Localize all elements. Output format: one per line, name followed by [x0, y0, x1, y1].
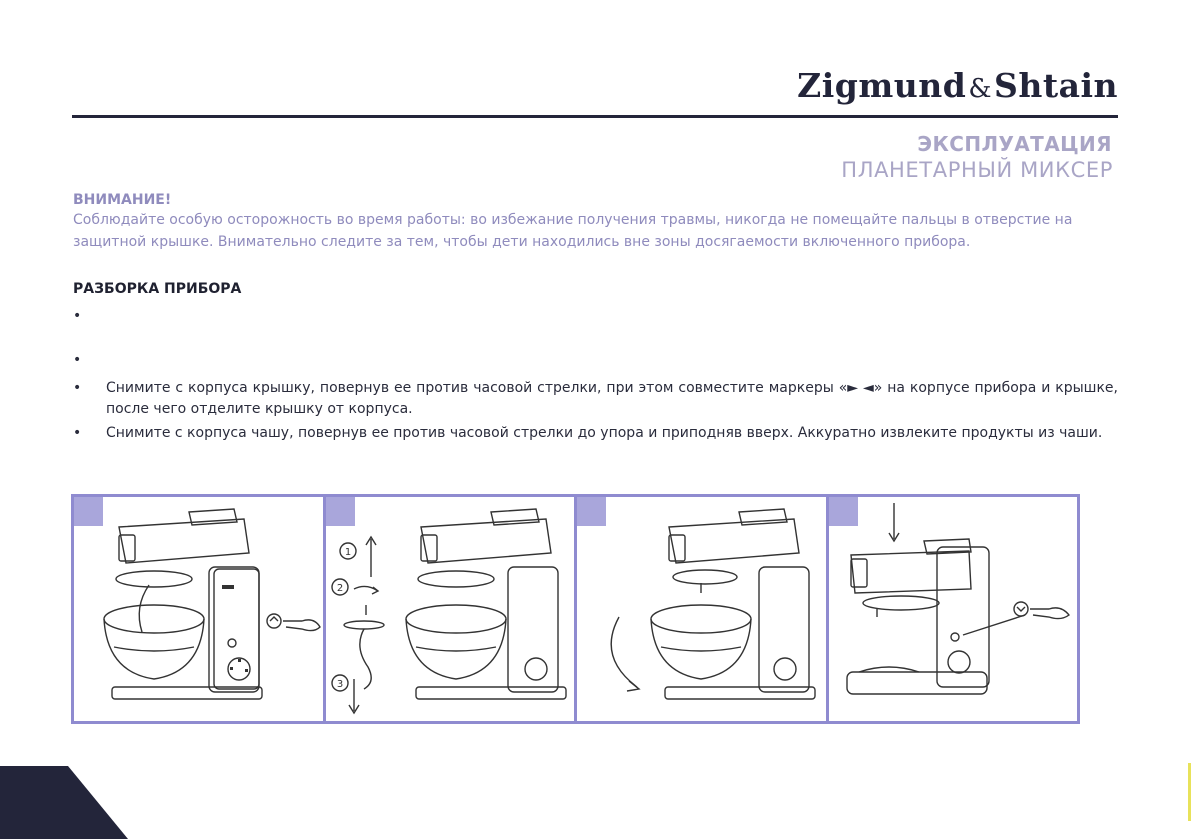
list-item-text: Снимите с корпуса чашу, повернув ее против часовой стрелки до упора и приподняв вверх. Аккуратно извлеките продукты из чаши.	[106, 425, 1103, 441]
header-rule	[72, 115, 1118, 118]
mixer-illustration	[74, 497, 323, 721]
bullet: •	[73, 308, 82, 324]
step-marker-2: 2	[336, 583, 343, 594]
brand-name-part2: Shtain	[994, 66, 1118, 105]
disassembly-heading: РАЗБОРКА ПРИБОРА	[73, 281, 242, 297]
bowl-rotation-illustration	[577, 497, 826, 721]
brand-logo	[797, 66, 1118, 105]
head-lower-illustration	[829, 497, 1078, 721]
illustration-panel	[577, 497, 826, 721]
bullet: •	[73, 425, 82, 441]
accessory-removal-illustration	[326, 497, 575, 721]
section-title: ЭКСПЛУАТАЦИЯ	[917, 132, 1112, 156]
list-item-text: Снимите с корпуса крышку, повернув ее против часовой стрелки, при этом совместите маркеры «► ◄» на корпусе прибора и крышке, после чего отделите крышку от корпуса.	[106, 380, 1118, 417]
warning-text: Соблюдайте особую осторожность во время работы: во избежание получения травмы, никогда не помещайте пальцы в отверстие на защитной крышке. Внимательно следите за тем, чтобы дети находились вне зоны досягаемости включенного прибора.	[73, 212, 1073, 250]
page-corner-decoration	[0, 766, 128, 839]
brand-name-part1: Zigmund	[797, 66, 967, 105]
list-item	[73, 378, 1118, 420]
step-marker-3: 3	[336, 679, 343, 690]
illustration-panel	[326, 497, 575, 721]
document-title: ПЛАНЕТАРНЫЙ МИКСЕР	[841, 158, 1113, 182]
warning-heading: ВНИМАНИЕ!	[73, 192, 172, 208]
illustration-panel	[829, 497, 1078, 721]
brand-ampersand: &	[968, 74, 993, 104]
step-marker-1: 1	[344, 547, 351, 558]
illustration-panel	[74, 497, 323, 721]
bullet: •	[73, 352, 82, 368]
bullet: •	[73, 380, 82, 396]
illustration-strip	[71, 494, 1080, 724]
list-item	[73, 423, 1118, 444]
